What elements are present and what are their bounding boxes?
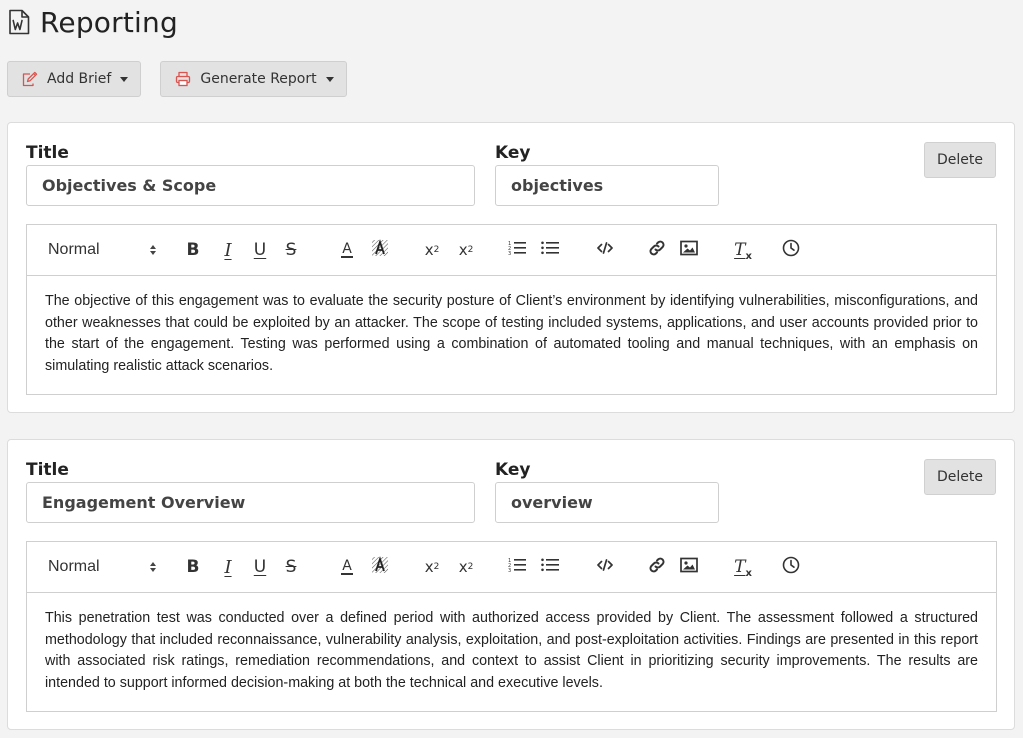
title-input[interactable] xyxy=(26,165,475,206)
font-color-button[interactable] xyxy=(334,238,360,262)
clock-icon xyxy=(782,556,800,579)
svg-text:1: 1 xyxy=(508,240,512,247)
underline-button[interactable] xyxy=(247,555,273,579)
clock-icon xyxy=(782,239,800,262)
generate-report-label: Generate Report xyxy=(200,71,317,87)
history-button[interactable] xyxy=(779,555,803,579)
clear-format-mark: x xyxy=(745,568,752,579)
background-color-button[interactable] xyxy=(367,238,393,262)
background-color-button[interactable] xyxy=(367,555,393,579)
bold-button[interactable] xyxy=(180,555,206,579)
delete-button[interactable]: Delete xyxy=(924,459,996,495)
strikethrough-icon: S xyxy=(285,240,297,260)
bullet-list-button[interactable] xyxy=(538,238,562,262)
italic-button[interactable] xyxy=(215,238,241,262)
bullet-list-icon xyxy=(541,557,559,578)
strikethrough-icon: S xyxy=(285,557,297,577)
subscript-mark: 2 xyxy=(433,245,440,255)
editor-toolbar xyxy=(27,542,996,593)
editor-content[interactable]: The objective of this engagement was to evaluate the security posture of Client’s environment by identifying vulnerabilities, misconfigurations, and other weaknesses that could be exploited by an attacker. The scope of testing included systems, applications, and user accounts provided prior to the start of the engagement. Testing was performed using a combination of automated tooling and manual techniques, with an emphasis on simulating realistic attack scenarios. xyxy=(45,293,978,374)
link-icon xyxy=(648,556,666,579)
strikethrough-button[interactable] xyxy=(278,555,304,579)
background-color-icon xyxy=(371,239,389,262)
brief-card xyxy=(7,122,1015,413)
bold-button[interactable] xyxy=(180,238,206,262)
up-down-arrows-icon xyxy=(150,562,156,572)
code-block-button[interactable] xyxy=(593,238,617,262)
ordered-list-button[interactable] xyxy=(505,555,529,579)
subscript-icon: x xyxy=(424,558,434,576)
italic-icon: I xyxy=(224,556,232,578)
subscript-icon: x xyxy=(424,241,434,259)
format-select[interactable] xyxy=(48,555,158,579)
superscript-button[interactable] xyxy=(452,555,480,579)
printer-icon xyxy=(175,71,191,87)
clear-format-button[interactable] xyxy=(731,238,755,262)
add-brief-button[interactable] xyxy=(7,61,141,97)
strikethrough-button[interactable] xyxy=(278,238,304,262)
history-button[interactable] xyxy=(779,238,803,262)
chevron-down-icon xyxy=(120,77,128,82)
image-button[interactable] xyxy=(677,238,701,262)
chevron-down-icon xyxy=(326,77,334,82)
link-button[interactable] xyxy=(645,555,669,579)
image-icon xyxy=(680,557,698,578)
format-select-value: Normal xyxy=(48,558,100,575)
key-label: Key xyxy=(495,143,531,163)
superscript-icon: x xyxy=(458,558,468,576)
superscript-button[interactable] xyxy=(452,238,480,262)
subscript-button[interactable] xyxy=(418,555,446,579)
svg-text:2: 2 xyxy=(508,245,512,252)
title-label: Title xyxy=(26,143,69,163)
rich-text-editor xyxy=(26,224,997,395)
superscript-icon: x xyxy=(458,241,468,259)
svg-text:3: 3 xyxy=(508,250,512,256)
clear-format-letter: T xyxy=(734,557,746,577)
title-input[interactable] xyxy=(26,482,475,523)
brief-card xyxy=(7,439,1015,730)
code-block-button[interactable] xyxy=(593,555,617,579)
title-label: Title xyxy=(26,460,69,480)
page-title: Reporting xyxy=(40,5,178,39)
clear-format-button[interactable] xyxy=(731,555,755,579)
subscript-button[interactable] xyxy=(418,238,446,262)
underline-icon: U xyxy=(253,240,267,260)
code-icon xyxy=(597,558,613,576)
ordered-list-button[interactable] xyxy=(505,238,529,262)
page-header xyxy=(8,4,178,40)
superscript-mark: 2 xyxy=(467,562,474,572)
format-select[interactable] xyxy=(48,238,158,262)
editor-toolbar xyxy=(27,225,996,276)
link-icon xyxy=(648,239,666,262)
font-color-icon: A xyxy=(342,558,352,574)
bold-icon: B xyxy=(186,240,200,260)
key-input[interactable] xyxy=(495,482,719,523)
code-icon xyxy=(597,241,613,259)
underline-icon: U xyxy=(253,557,267,577)
subscript-mark: 2 xyxy=(433,562,440,572)
italic-icon: I xyxy=(224,239,232,261)
image-icon xyxy=(680,240,698,261)
up-down-arrows-icon xyxy=(150,245,156,255)
image-button[interactable] xyxy=(677,555,701,579)
bullet-list-button[interactable] xyxy=(538,555,562,579)
bullet-list-icon xyxy=(541,240,559,261)
underline-button[interactable] xyxy=(247,238,273,262)
key-label: Key xyxy=(495,460,531,480)
clear-format-icon xyxy=(734,240,752,260)
rich-text-editor xyxy=(26,541,997,712)
svg-text:2: 2 xyxy=(508,562,512,569)
italic-button[interactable] xyxy=(215,555,241,579)
ordered-list-icon xyxy=(508,557,526,578)
clear-format-letter: T xyxy=(734,240,746,260)
ordered-list-icon xyxy=(508,240,526,261)
format-select-value: Normal xyxy=(48,241,100,258)
font-color-icon: A xyxy=(342,241,352,257)
edit-pencil-icon xyxy=(22,71,38,87)
editor-content[interactable]: This penetration test was conducted over a defined period with authorized access provided by Client. The assessment followed a structured methodology that included reconnaissance, vulnerability analysis, exploitation, and post-exploitation activities. Findings are presented in this report with associated risk ratings, remediation recommendations, and context to assist Client in prioritizing security improvements. The results are intended to support informed decision-making at both the technical and executive levels. xyxy=(45,610,978,691)
word-document-icon xyxy=(8,9,30,35)
delete-button[interactable]: Delete xyxy=(924,142,996,178)
clear-format-mark: x xyxy=(745,251,752,262)
page-toolbar xyxy=(7,61,347,97)
superscript-mark: 2 xyxy=(467,245,474,255)
svg-text:3: 3 xyxy=(508,567,512,573)
background-color-icon xyxy=(371,556,389,579)
svg-text:1: 1 xyxy=(508,557,512,564)
bold-icon: B xyxy=(186,557,200,577)
generate-report-button[interactable] xyxy=(160,61,346,97)
key-input[interactable] xyxy=(495,165,719,206)
add-brief-label: Add Brief xyxy=(47,71,112,87)
clear-format-icon xyxy=(734,557,752,577)
link-button[interactable] xyxy=(645,238,669,262)
font-color-button[interactable] xyxy=(334,555,360,579)
